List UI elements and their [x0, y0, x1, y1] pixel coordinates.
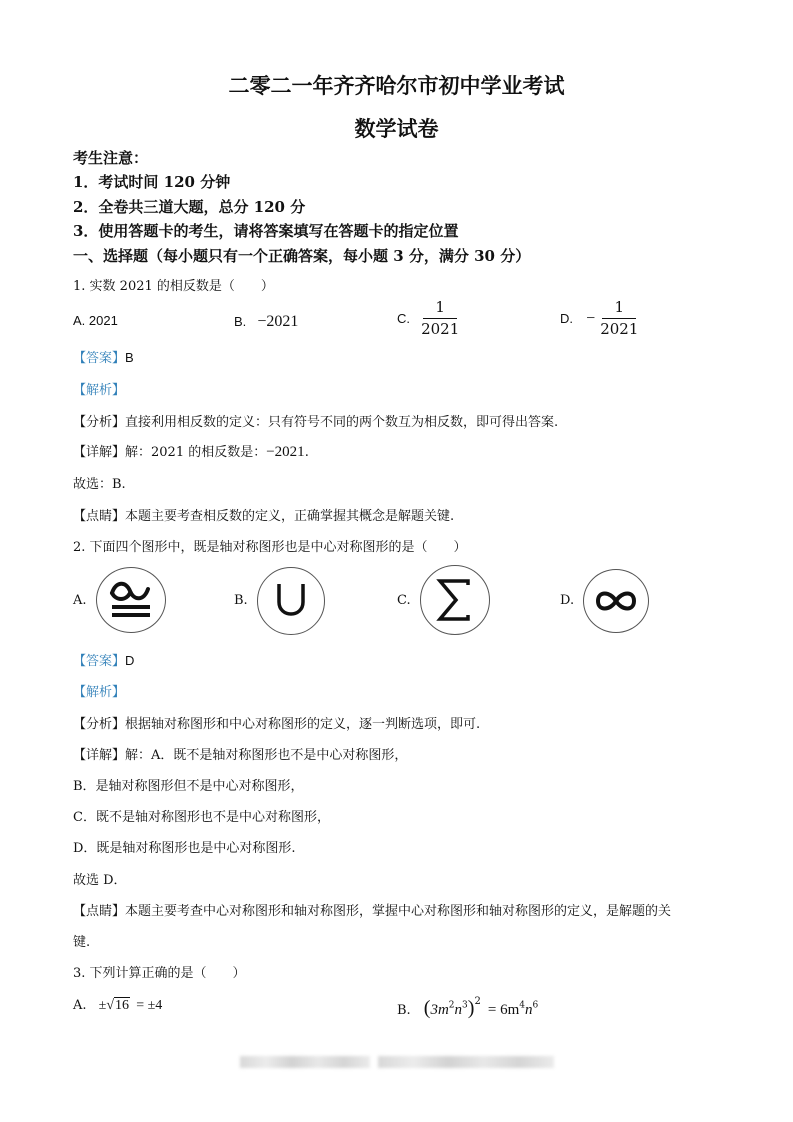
fraction-denominator: 2021 — [421, 320, 460, 338]
q1-jiexi-tag: 【解析】 — [73, 383, 126, 398]
answer-tag: 【答案】 — [73, 351, 126, 366]
option-value: −2021 — [257, 313, 299, 330]
fraction-numerator: 1 — [614, 298, 625, 316]
sigma-icon — [432, 577, 478, 623]
answer-value: D — [125, 653, 135, 668]
q2-detail-line: 【详解】解：A．既不是轴对称图形也不是中心对称图形， — [73, 748, 408, 763]
exponent: 4 — [519, 1000, 526, 1011]
notice-item: 2．全卷共三道大题，总分 120 分 — [73, 198, 306, 216]
option-label: C. — [397, 311, 410, 326]
rhs-base: = 6m — [487, 1002, 520, 1018]
q3-stem: 3. 下列计算正确的是（ ） — [73, 966, 246, 981]
q2-label-c: C. — [397, 593, 411, 608]
exponent: 6 — [532, 1000, 539, 1011]
exponent: 2 — [448, 1000, 455, 1011]
option-label: D. — [560, 311, 573, 326]
footer-blur — [240, 1056, 370, 1068]
page-title: 二零二一年齐齐哈尔市初中学业考试 — [228, 73, 565, 98]
minus-sign: − — [586, 309, 596, 327]
q2-label-d: D. — [560, 593, 575, 608]
q1-option-c — [397, 299, 459, 338]
q3-option-b — [397, 997, 538, 1020]
paren-open: ( — [423, 997, 431, 1019]
fraction-bar — [423, 318, 457, 319]
q1-stem: 1. 实数 2021 的相反数是（ ） — [73, 279, 274, 294]
q1-guxuan: 故选：B. — [73, 477, 126, 492]
option-label: B. — [397, 1003, 411, 1018]
equation-rhs: = ±4 — [136, 998, 163, 1013]
q2-label-b: B. — [234, 593, 248, 608]
section-heading: 一、选择题（每小题只有一个正确答案，每小题 3 分，满分 30 分） — [73, 247, 531, 265]
q2-fenxi: 【分析】根据轴对称图形和中心对称图形的定义，逐一判断选项，即可. — [73, 717, 481, 732]
q1-fenxi: 【分析】直接利用相反数的定义：只有符号不同的两个数互为相反数，即可得出答案. — [73, 415, 559, 430]
xiangjie-text: 【详解】解：2021 的相反数是： — [73, 445, 267, 460]
q2-label-a: A. — [73, 593, 87, 608]
q2-detail-line: D．既是轴对称图形也是中心对称图形. — [73, 841, 296, 856]
sqrt-sign: √ — [106, 998, 115, 1013]
union-icon — [271, 580, 311, 622]
term-base: 3m — [430, 1002, 449, 1018]
q1-dianjing: 【点睛】本题主要考查相反数的定义，正确掌握其概念是解题关键. — [73, 509, 455, 524]
footer-blur — [378, 1056, 554, 1068]
outer-exponent: 2 — [474, 995, 481, 1007]
infinity-icon — [593, 585, 639, 617]
q3-option-a — [73, 998, 162, 1014]
q2-detail-line: B．是轴对称图形但不是中心对称图形， — [73, 779, 304, 794]
fraction — [421, 299, 459, 338]
page-subtitle: 数学试卷 — [354, 116, 439, 141]
q2-dianjing-cont: 键. — [73, 935, 91, 950]
radicand: 16 — [115, 998, 130, 1013]
q2-dianjing: 【点睛】本题主要考查中心对称图形和轴对称图形，掌握中心对称图形和轴对称图形的定义，是解题的关 — [73, 904, 672, 919]
q1-answer — [73, 347, 134, 366]
notice-item: 1．考试时间 120 分钟 — [73, 173, 231, 191]
xiangjie-end: . — [304, 445, 309, 460]
q1-xiangjie — [73, 441, 309, 461]
xiangjie-value: −2021 — [266, 444, 305, 460]
term-n: n — [454, 1002, 463, 1018]
option-label: A. — [73, 998, 87, 1013]
rhs-n: n — [525, 1002, 533, 1018]
answer-tag: 【答案】 — [73, 654, 126, 669]
option-label: B. — [234, 314, 247, 329]
q2-guxuan: 故选 D． — [73, 873, 127, 888]
notice-item: 3．使用答题卡的考生，请将答案填写在答题卡的指定位置 — [73, 222, 459, 240]
q1-option-d — [560, 299, 638, 338]
q2-jiexi-tag: 【解析】 — [73, 685, 126, 700]
q2-stem: 2. 下面四个图形中，既是轴对称图形也是中心对称图形的是（ ） — [73, 540, 467, 555]
q1-option-a: A. 2021 — [73, 313, 118, 328]
plus-minus: ± — [98, 998, 107, 1013]
paren-close: ) — [467, 997, 475, 1019]
wave-equal-icon — [106, 577, 156, 623]
fraction — [600, 299, 638, 338]
notice-heading: 考生注意： — [73, 149, 149, 167]
answer-value: B — [125, 350, 134, 365]
q2-detail-line: C．既不是轴对称图形也不是中心对称图形， — [73, 810, 330, 825]
q2-answer — [73, 650, 134, 669]
fraction-bar — [602, 318, 636, 319]
fraction-numerator: 1 — [435, 298, 445, 316]
fraction-denominator: 2021 — [600, 320, 639, 338]
q1-option-b — [234, 311, 298, 331]
exponent: 3 — [462, 1000, 468, 1011]
